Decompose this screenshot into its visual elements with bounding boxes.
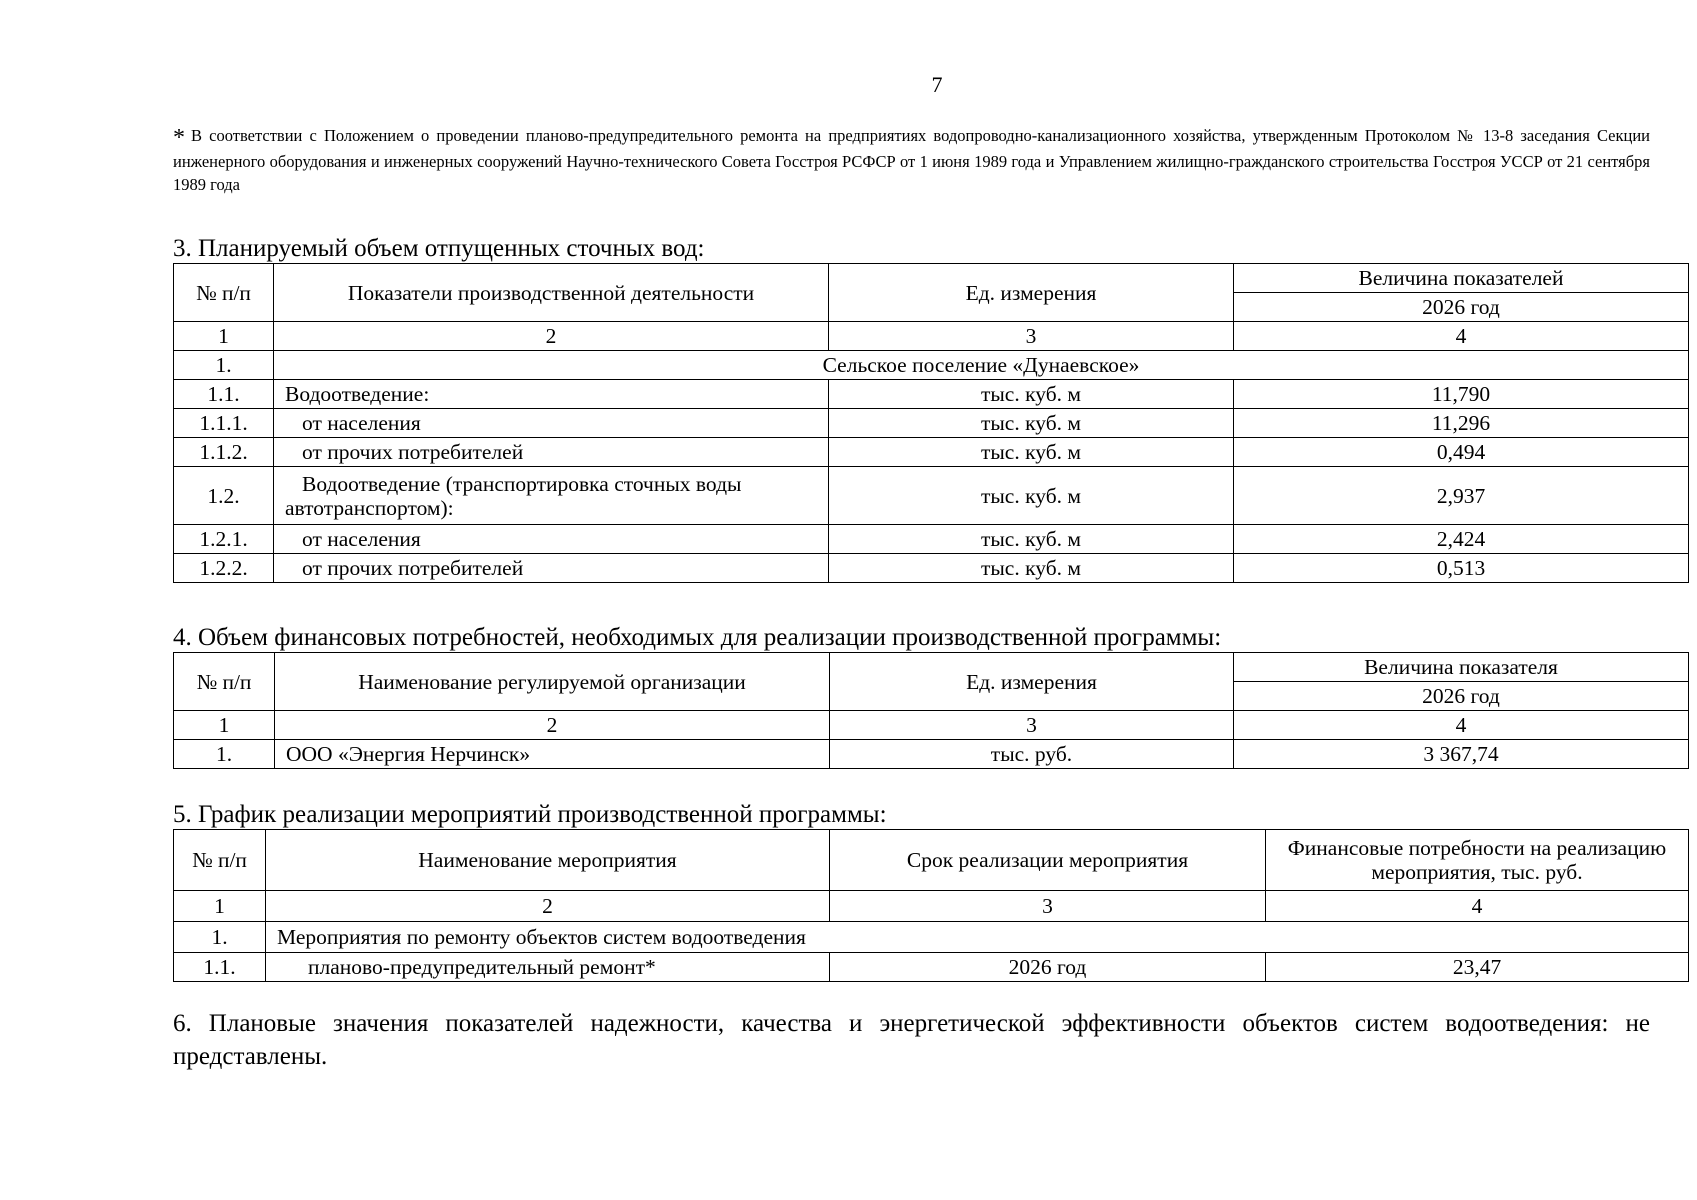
- table-row: [174, 409, 1689, 438]
- header-name: Наименование мероприятия: [266, 830, 830, 891]
- footnote-marker: *: [173, 125, 185, 151]
- section3-title: 3. Планируемый объем отпущенных сточных вод:: [173, 235, 705, 262]
- group-row: [174, 922, 1689, 953]
- page-number: 7: [931, 72, 943, 97]
- header-term: Срок реализации мероприятия: [830, 830, 1266, 891]
- table-row: [174, 525, 1689, 554]
- header-indicator: Показатели производственной деятельности: [274, 264, 829, 322]
- column-number-row: [174, 891, 1689, 922]
- col-number: 3: [830, 711, 1234, 740]
- row-num: 1.1.2.: [174, 438, 274, 467]
- header-finance: Финансовые потребности на реализацию мероприятия, тыс. руб.: [1266, 830, 1689, 891]
- row-label: от прочих потребителей: [274, 438, 829, 467]
- row-unit: тыс. куб. м: [829, 525, 1234, 554]
- row-unit: тыс. куб. м: [829, 467, 1234, 525]
- row-value: 2,424: [1234, 525, 1689, 554]
- header-value-group: Величина показателя: [1234, 653, 1689, 682]
- col-number: 4: [1234, 322, 1689, 351]
- table-row: [174, 438, 1689, 467]
- header-num: № п/п: [174, 264, 274, 322]
- table-row: [174, 380, 1689, 409]
- column-number-row: [174, 711, 1689, 740]
- schedule-table: [173, 829, 1689, 982]
- row-unit: тыс. руб.: [830, 740, 1234, 769]
- row-term: 2026 год: [830, 953, 1266, 982]
- col-number: 2: [274, 322, 829, 351]
- col-number: 3: [830, 891, 1266, 922]
- header-year: 2026 год: [1234, 293, 1689, 322]
- col-number: 2: [275, 711, 830, 740]
- row-num: 1.: [174, 740, 275, 769]
- wastewater-volume-table: [173, 263, 1689, 583]
- table-row: [174, 740, 1689, 769]
- table-row: [174, 554, 1689, 583]
- col-number: 4: [1266, 891, 1689, 922]
- row-value: 11,790: [1234, 380, 1689, 409]
- row-label: Водоотведение (транспортировка сточных воды автотранспортом):: [274, 467, 829, 525]
- row-label: от населения: [274, 409, 829, 438]
- header-num: № п/п: [174, 653, 275, 711]
- row-value: 0,513: [1234, 554, 1689, 583]
- col-number: 2: [266, 891, 830, 922]
- row-value: 11,296: [1234, 409, 1689, 438]
- row-unit: тыс. куб. м: [829, 380, 1234, 409]
- financial-needs-table: [173, 652, 1689, 769]
- row-name: планово-предупредительный ремонт*: [266, 953, 830, 982]
- row-value: 23,47: [1266, 953, 1689, 982]
- group-row: [174, 351, 1689, 380]
- col-number: 4: [1234, 711, 1689, 740]
- column-number-row: [174, 322, 1689, 351]
- row-unit: тыс. куб. м: [829, 554, 1234, 583]
- col-number: 1: [174, 891, 266, 922]
- header-unit: Ед. измерения: [829, 264, 1234, 322]
- header-value-group: Величина показателей: [1234, 264, 1689, 293]
- row-num: 1.1.1.: [174, 409, 274, 438]
- row-label: от населения: [274, 525, 829, 554]
- row-num: 1.: [174, 922, 266, 953]
- header-year: 2026 год: [1234, 682, 1689, 711]
- group-label: Сельское поселение «Дунаевское»: [274, 351, 1689, 380]
- row-num: 1.: [174, 351, 274, 380]
- row-value: 2,937: [1234, 467, 1689, 525]
- row-num: 1.2.2.: [174, 554, 274, 583]
- row-num: 1.1.: [174, 953, 266, 982]
- table-row: [174, 467, 1689, 525]
- row-num: 1.2.: [174, 467, 274, 525]
- group-label: Мероприятия по ремонту объектов систем водоотведения: [266, 922, 1689, 953]
- row-label: от прочих потребителей: [274, 554, 829, 583]
- header-unit: Ед. измерения: [830, 653, 1234, 711]
- table-row: [174, 953, 1689, 982]
- col-number: 1: [174, 711, 275, 740]
- row-name: ООО «Энергия Нерчинск»: [275, 740, 830, 769]
- row-label: Водоотведение:: [274, 380, 829, 409]
- col-number: 1: [174, 322, 274, 351]
- section4-title: 4. Объем финансовых потребностей, необходимых для реализации производственной программы:: [173, 624, 1222, 651]
- row-num: 1.2.1.: [174, 525, 274, 554]
- row-unit: тыс. куб. м: [829, 409, 1234, 438]
- col-number: 3: [829, 322, 1234, 351]
- footnote-text: В соответствии с Положением о проведении планово-предупредительного ремонта на предприятиях водопроводно-канализационного хозяйства, утвержденным Протоколом № 13-8 заседания Секции инженерного оборудования и инженерных сооружений Научно-технического Совета Госстроя РСФСР от 1 июня 1989 года и Управлением жилищно-гражданского строительства Госстроя УССР от 21 сентября 1989 года: [173, 126, 1650, 194]
- section5-title: 5. График реализации мероприятий производственной программы:: [173, 801, 887, 828]
- row-num: 1.1.: [174, 380, 274, 409]
- row-value: 0,494: [1234, 438, 1689, 467]
- row-unit: тыс. куб. м: [829, 438, 1234, 467]
- header-num: № п/п: [174, 830, 266, 891]
- header-name: Наименование регулируемой организации: [275, 653, 830, 711]
- row-value: 3 367,74: [1234, 740, 1689, 769]
- section6-text: 6. Плановые значения показателей надежности, качества и энергетической эффективности объектов систем водоотведения: не представлены.: [173, 1010, 1650, 1070]
- footnote: [173, 124, 1650, 196]
